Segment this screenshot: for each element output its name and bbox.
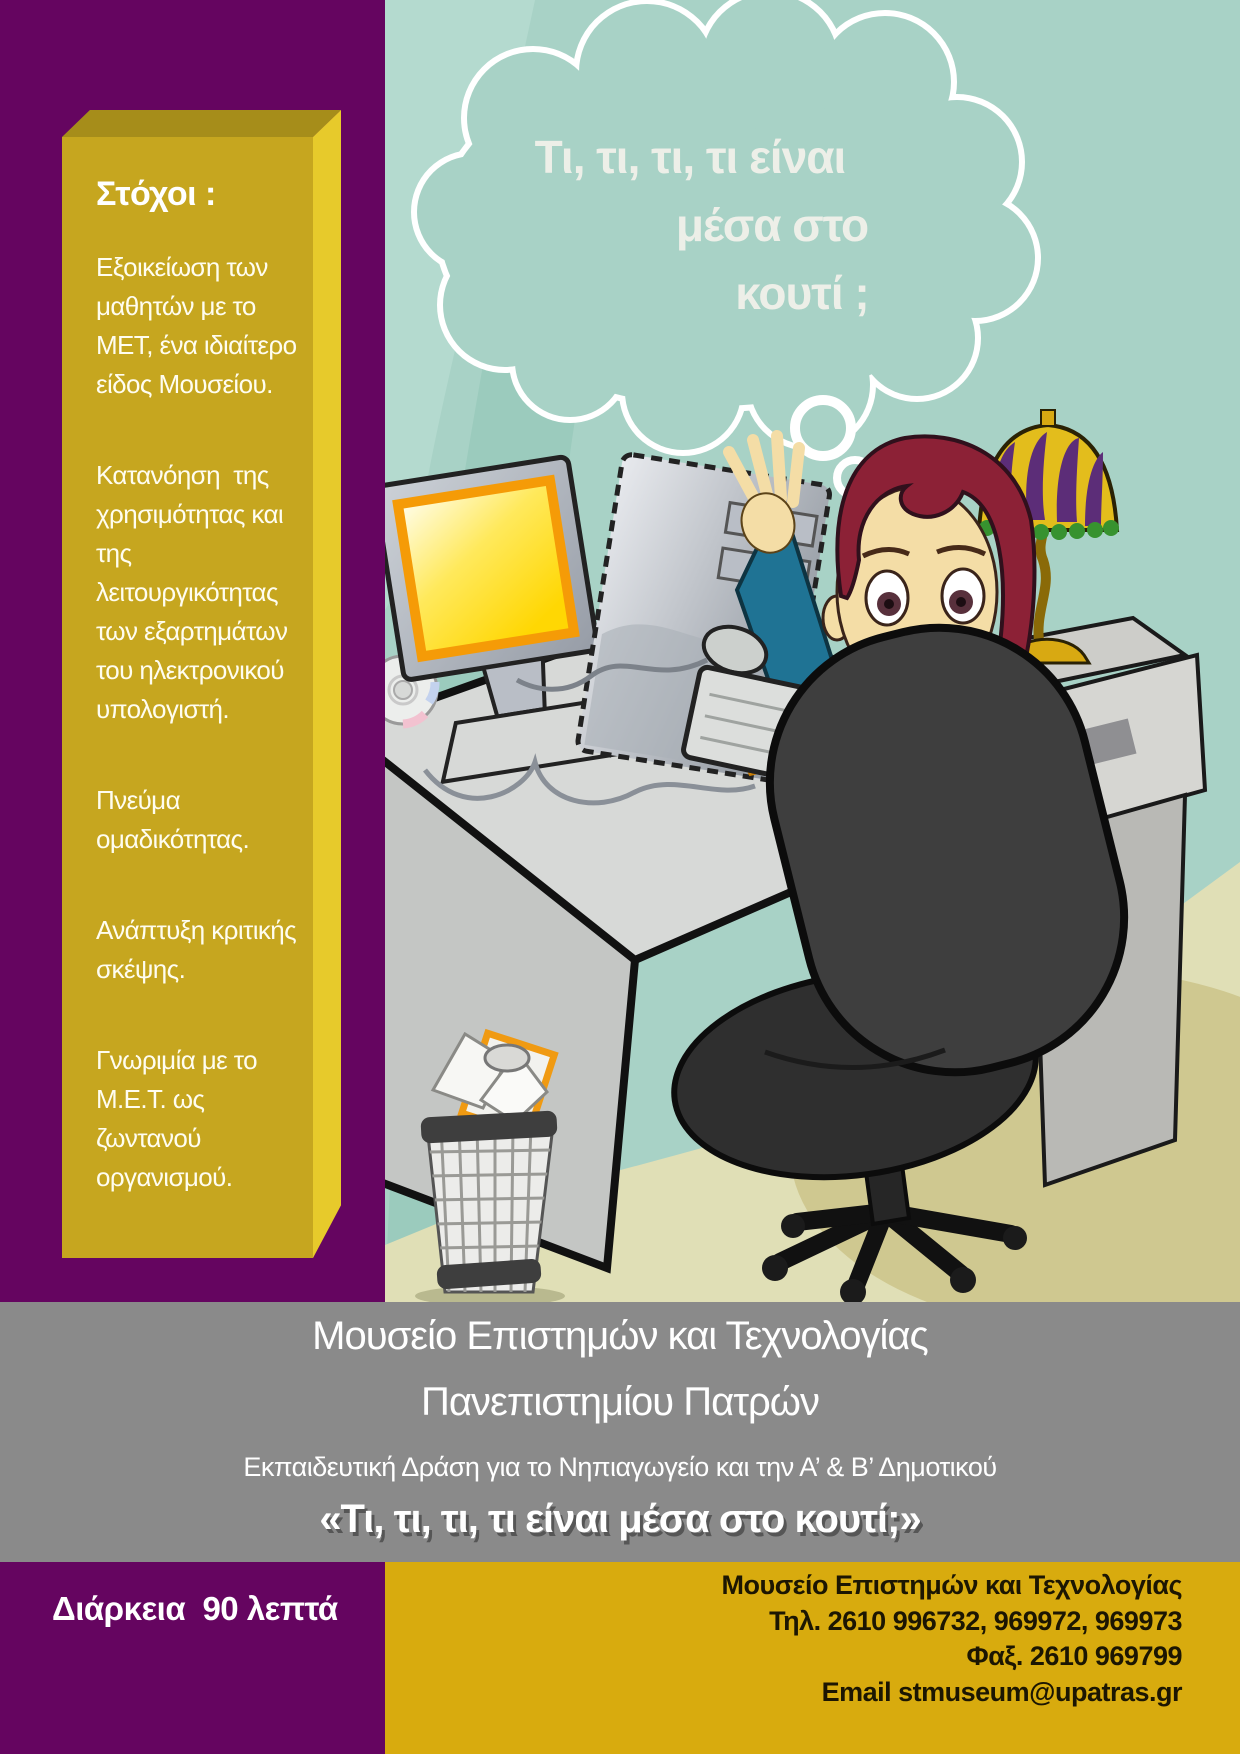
thought-bubble-text: κουτί ; (735, 267, 869, 319)
goal-item: Πνεύμα ομαδικότητας. (96, 785, 250, 854)
goals-title: Στόχοι : (96, 175, 216, 213)
goal-item: Ανάπτυξη κριτικής σκέψης. (96, 915, 303, 984)
thought-bubble-text: μέσα στο (675, 199, 869, 251)
thought-bubble-text: Τι, τι, τι, τι είναι (534, 131, 846, 183)
contact-fax: Φαξ. 2610 969799 (966, 1641, 1182, 1672)
illustration-scene (385, 0, 1240, 1302)
organization-name-line2: Πανεπιστημίου Πατρών (420, 1380, 820, 1424)
activity-headline: «Τι, τι, τι, τι είναι μέσα στο κουτί;» (319, 1497, 921, 1541)
title-banner (0, 1302, 1240, 1562)
organization-name-line1: Μουσείο Επιστημών και Τεχνολογίας (312, 1314, 928, 1358)
goal-item: Γνωριμία με το Μ.Ε.Τ. ως ζωντανού οργανισμού. (96, 1045, 264, 1192)
contact-email: Email stmuseum@upatras.gr (821, 1676, 1182, 1707)
goal-item: Εξοικείωση των μαθητών με το ΜΕΤ, ένα ιδιαίτερο είδος Μουσείου. (96, 252, 304, 399)
goals-box (62, 137, 313, 1258)
footer-duration-block (0, 1562, 385, 1754)
banner-subtitle: Εκπαιδευτική Δράση για το Νηπιαγωγείο και την Α’ & Β’ Δημοτικού (243, 1452, 997, 1482)
footer-contact-block (385, 1562, 1240, 1754)
duration-text: Διάρκεια 90 λεπτά (52, 1590, 338, 1627)
goals-box-right-face (313, 110, 341, 1258)
contact-name: Μουσείο Επιστημών και Τεχνολογίας (721, 1570, 1182, 1600)
scene-drawing (385, 0, 1240, 1302)
contact-phone: Τηλ. 2610 996732, 969972, 969973 (769, 1605, 1182, 1636)
sidebar (0, 0, 385, 1302)
goals-box-top-face (62, 110, 341, 137)
goal-item: Κατανόηση της χρησιμότητας και της λειτουργικότητας των εξαρτημάτων του ηλεκτρονικού υπολογιστή. (96, 460, 294, 724)
